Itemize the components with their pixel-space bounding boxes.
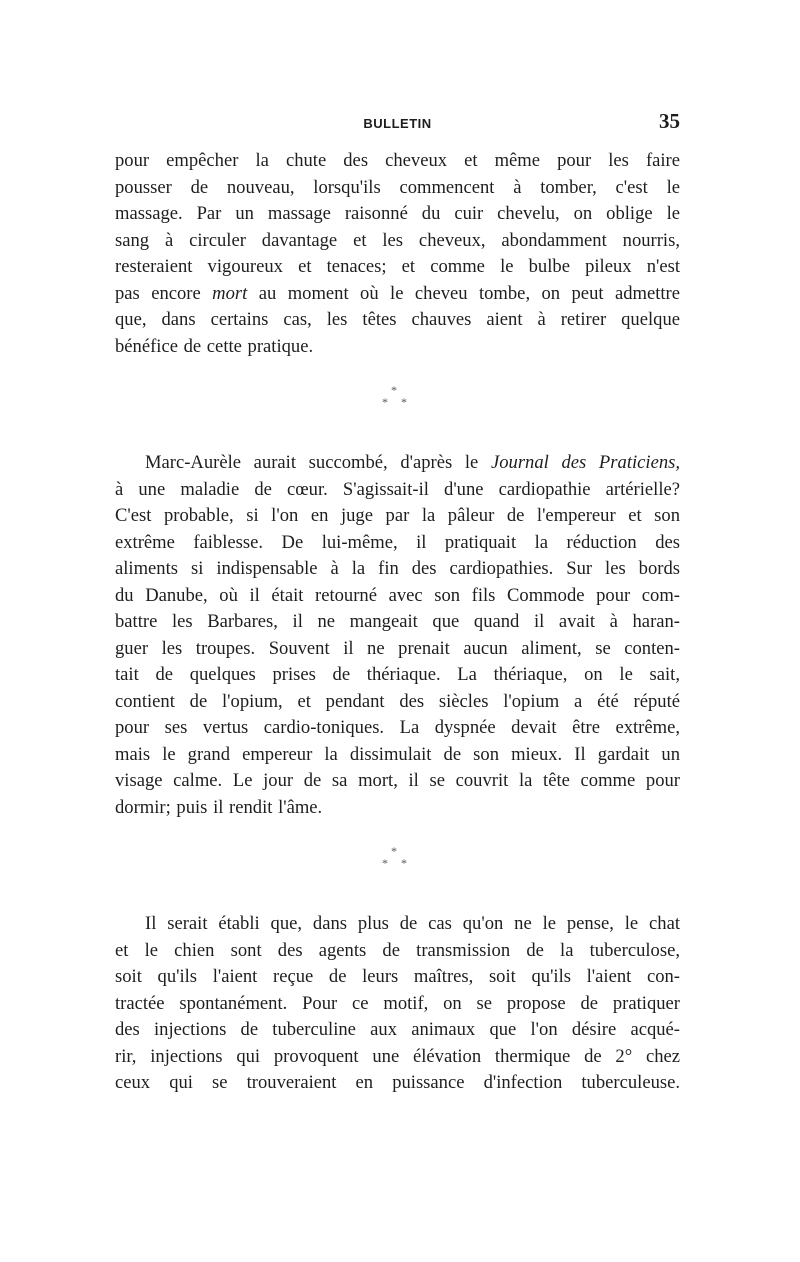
text-line: C'est probable, si l'on en juge par la pâleur de l'empereur et son [115,505,680,526]
asterisk-icon: * [382,856,388,870]
text-line: contient de l'opium, et pendant des siècles l'opium a été réputé [115,690,680,712]
paragraph-hair-massage [115,148,680,360]
asterisk-icon: * [401,856,407,870]
text-line: du Danube, où il était retourné avec son fils Commode pour com- [115,584,680,606]
asterisk-icon: * [391,383,397,397]
text-line: guer les troupes. Souvent il ne prenait aucun aliment, se conten- [115,637,680,659]
asterisk-icon: * [401,395,407,409]
text-line: pousser de nouveau, lorsqu'ils commencent à tomber, c'est le [115,176,680,198]
text-line: visage calme. Le jour de sa mort, il se couvrit la tête comme pour [115,770,680,791]
italic-word: mort [212,282,248,304]
paragraph-marc-aurele [115,450,680,821]
text-line: battre les Barbares, il ne mangeait que quand il avait à haran- [115,611,680,632]
text-line: mais le grand empereur la dissimulait de son mieux. Il gardait un [115,743,680,765]
book-page [115,109,681,1097]
text-line: à une maladie de cœur. S'agissait-il d'une cardiopathie artérielle? [115,478,680,500]
text-run: Marc-Aurèle aurait succombé, d'après le [145,452,491,473]
text-line: ceux qui se trouveraient en puissance d'infection tuberculeuse. [115,1072,680,1093]
text-line: aliments si indispensable à la fin des cardiopathies. Sur les bords [115,558,680,579]
text-line: sang à circuler davantage et les cheveux, abondamment nourris, [115,229,680,251]
text-line: Il serait établi que, dans plus de cas qu'on ne le pense, le chat [145,913,680,934]
text-line [115,450,680,477]
text-line: que, dans certains cas, les têtes chauves aient à retirer quelque [115,309,680,330]
text-line: bénéfice de cette pratique. [115,335,314,357]
running-title: BULLETIN [363,116,432,131]
text-line: massage. Par un massage raisonné du cuir chevelu, on oblige le [115,203,680,224]
paragraph-tuberculosis [115,911,680,1097]
running-head [115,109,680,142]
text-run: au moment où le cheveu tombe, on peut admettre [247,282,680,304]
text-line: et le chien sont des agents de transmission de la tuberculose, [115,939,680,961]
asterism-separator [115,374,680,436]
text-line: pour ses vertus cardio-toniques. La dyspnée devait être extrême, [115,717,680,738]
text-line: pour empêcher la chute des cheveux et même pour les faire [115,150,680,171]
asterism-separator [115,835,680,897]
text-line: resteraient vigoureux et tenaces; et comme le bulbe pileux n'est [115,256,680,277]
text-line: tractée spontanément. Pour ce motif, on se propose de pratiquer [115,992,680,1014]
journal-title: Journal des Praticiens, [490,452,681,473]
text-line: soit qu'ils l'aient reçue de leurs maîtres, soit qu'ils l'aient con- [115,966,680,987]
text-line: des injections de tuberculine aux animaux que l'on désire acqué- [115,1019,680,1040]
text-line: tait de quelques prises de thériaque. La thériaque, on le sait, [115,664,680,685]
asterisk-icon: * [391,844,397,858]
text-run: pas encore [115,282,213,304]
text-line: extrême faiblesse. De lui-même, il pratiquait la réduction des [115,531,680,553]
text-line: dormir; puis il rendit l'âme. [115,796,323,818]
asterisk-icon: * [382,395,388,409]
page-number: 35 [659,109,680,133]
text-line [115,281,680,308]
text-line: rir, injections qui provoquent une élévation thermique de 2° chez [115,1045,680,1067]
